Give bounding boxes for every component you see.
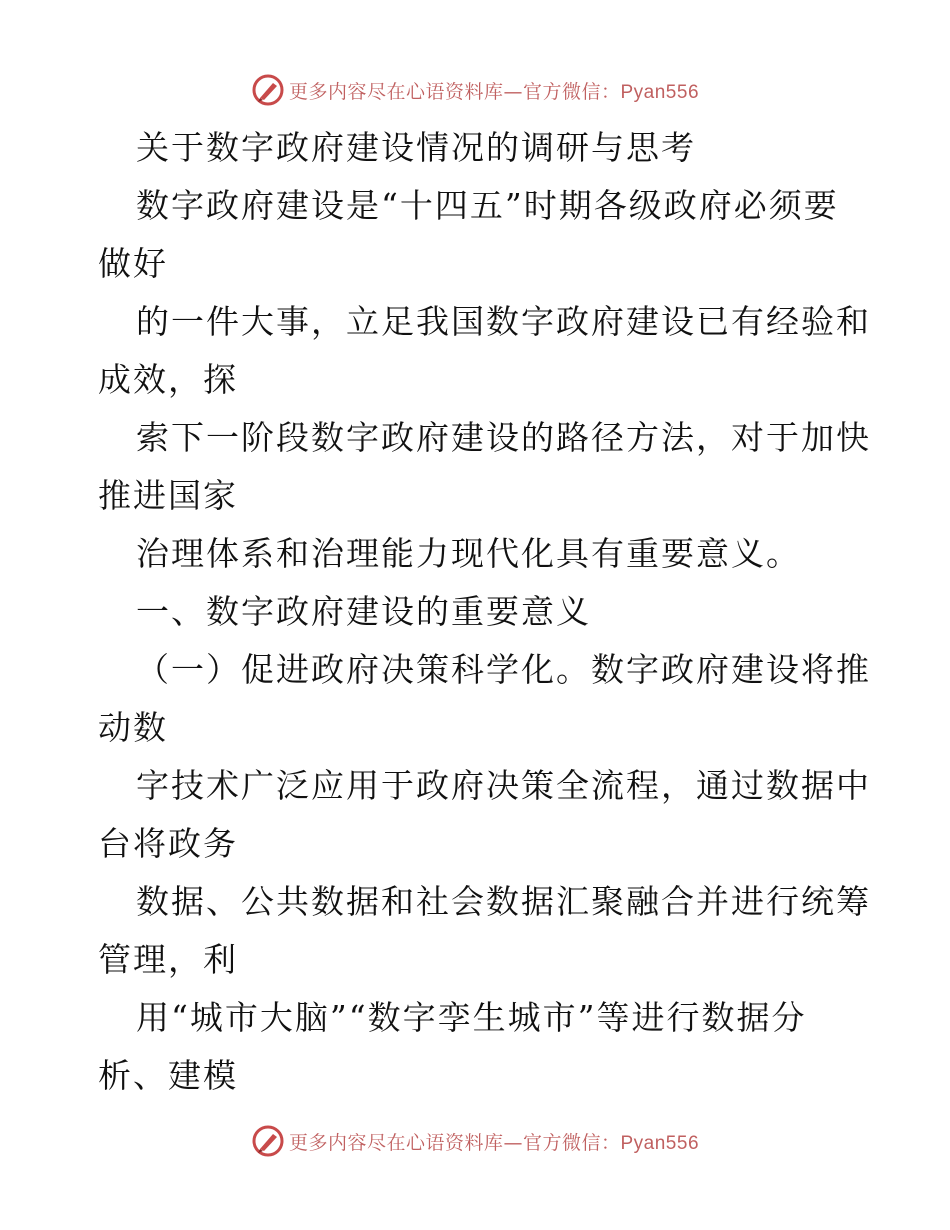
paragraph-line: 台将政务 [98,824,238,863]
paragraph-line: 动数 [98,708,168,747]
footer-watermark [0,1121,950,1161]
paragraph-line: 治理体系和治理能力现代化具有重要意义。 [136,534,801,573]
watermark-text: 更多内容尽在心语资料库—官方微信：Pyan556 [288,80,700,103]
pen-logo-icon [251,1124,285,1158]
header-watermark [0,70,950,110]
paragraph-line: 成效，探 [98,360,238,399]
document-title: 关于数字政府建设情况的调研与思考 [136,128,696,167]
paragraph-line: 用“城市大脑”“数字孪生城市”等进行数据分 [136,998,807,1037]
paragraph-line: 推进国家 [98,476,238,515]
paragraph-line: 的一件大事，立足我国数字政府建设已有经验和 [136,302,871,341]
paragraph-line: 数据、公共数据和社会数据汇聚融合并进行统筹 [136,882,871,921]
section-heading: 一、数字政府建设的重要意义 [136,592,591,631]
paragraph-line: 管理，利 [98,940,238,979]
paragraph-line: 数字政府建设是“十四五”时期各级政府必须要 [136,186,839,225]
watermark-text: 更多内容尽在心语资料库—官方微信：Pyan556 [288,1131,700,1154]
paragraph-line: 做好 [98,244,168,283]
paragraph-line: 索下一阶段数字政府建设的路径方法，对于加快 [136,418,871,457]
paragraph-line: 析、建模 [98,1056,238,1095]
paragraph-line: （一）促进政府决策科学化。数字政府建设将推 [136,650,871,689]
pen-logo-icon [251,73,285,107]
paragraph-line: 字技术广泛应用于政府决策全流程，通过数据中 [136,766,871,805]
